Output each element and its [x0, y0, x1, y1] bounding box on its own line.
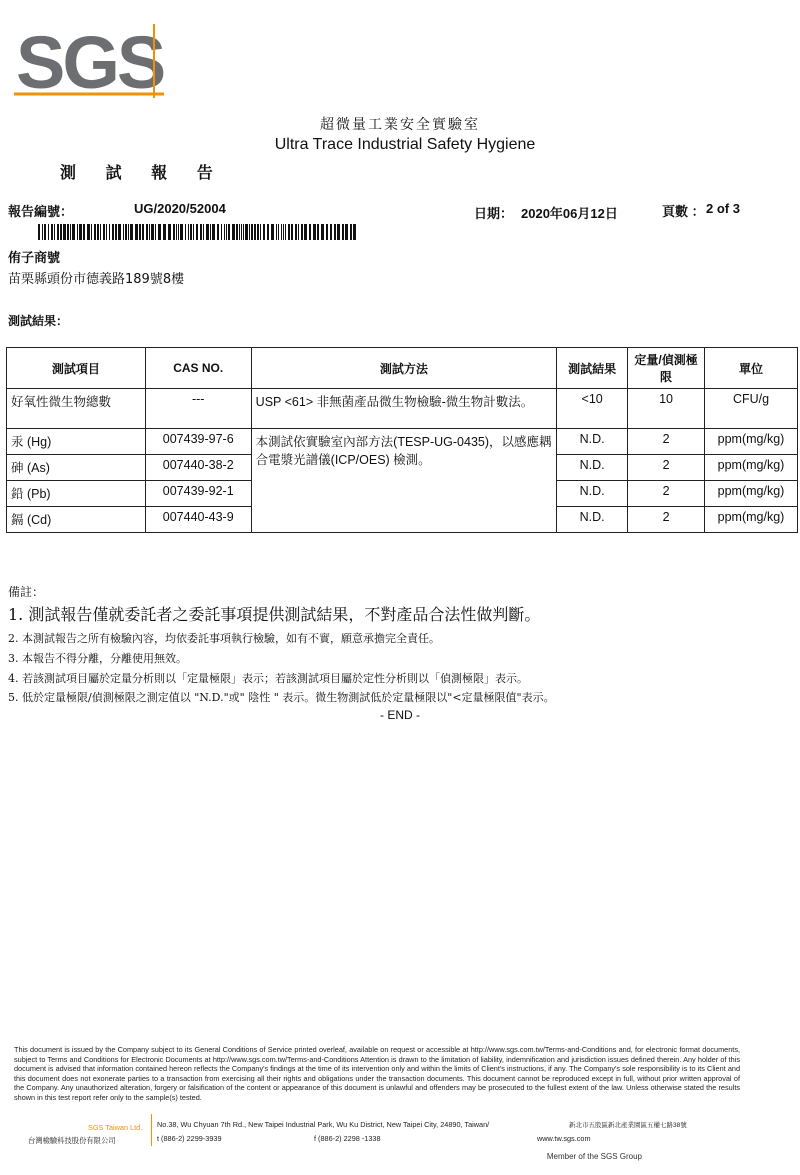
cell-unit: ppm(mg/kg) [705, 507, 798, 533]
table-row [7, 429, 798, 455]
client-address: 苗栗縣頭份市德義路189號8樓 [8, 272, 185, 287]
cell-limit: 2 [628, 455, 705, 481]
cell-limit: 2 [628, 429, 705, 455]
cell-item: 好氧性微生物總數 [7, 389, 146, 429]
cell-cas: 007440-43-9 [145, 507, 251, 533]
report-title: 測 試 報 告 [60, 163, 225, 182]
note-item: 5. 低於定量極限/偵測極限之測定值以 "N.D."或" 陰性 " 表示。微生物測試低於定量極限以"<定量極限值"表示。 [8, 691, 555, 704]
lab-name-en: Ultra Trace Industrial Safety Hygiene [274, 136, 536, 153]
client-name: 侑子商號 [8, 251, 61, 266]
footer-fax: f (886-2) 2298 -1338 [314, 1134, 381, 1143]
member-of-sgs: Member of the SGS Group [546, 1152, 642, 1161]
results-heading: 測試結果： [8, 314, 69, 328]
footer-company-cn: 台灣檢驗科技股份有限公司 [28, 1136, 116, 1145]
page-label: 頁數 ： [662, 204, 705, 219]
cell-item: 鉛 (Pb) [7, 481, 146, 507]
cell-limit: 2 [628, 481, 705, 507]
note-item: 4. 若該測試項目屬於定量分析則以「定量極限」表示；若該測試項目屬於定性分析則以「偵測極限」表示。 [8, 672, 528, 685]
results-table [6, 347, 798, 533]
header-test-item: 測試項目 [7, 348, 146, 389]
sgs-logo-text: SGS [16, 21, 164, 98]
footer-web: www.tw.sgs.com [537, 1134, 591, 1143]
footer-address-cn: 新北市五股區新北產業園區五權七路38號 [569, 1122, 687, 1129]
report-barcode [38, 224, 358, 240]
header-unit: 單位 [705, 348, 798, 389]
cell-result: <10 [557, 389, 628, 429]
date-label: 日期： [474, 206, 514, 221]
footer-tel: t (886-2) 2299-3939 [157, 1134, 222, 1143]
report-no: UG/2020/52004 [134, 201, 226, 216]
footer-divider [151, 1114, 152, 1146]
end-mark: - END - [380, 708, 420, 722]
cell-cas: 007439-92-1 [145, 481, 251, 507]
cell-result: N.D. [557, 481, 628, 507]
note-item: 1. 測試報告僅就委託者之委託事項提供測試結果，不對產品合法性做判斷。 [8, 605, 541, 624]
cell-limit: 2 [628, 507, 705, 533]
cell-unit: CFU/g [705, 389, 798, 429]
header-cas-no: CAS NO. [145, 348, 251, 389]
report-date: 2020年06月12日 [521, 206, 618, 221]
header-test-result: 測試結果 [557, 348, 628, 389]
header-test-method: 測試方法 [251, 348, 557, 389]
footer-address-en: No.38, Wu Chyuan 7th Rd., New Taipei Industrial Park, Wu Ku District, New Taipei City, 24890, Taiwan/ [157, 1120, 490, 1129]
cell-result: N.D. [557, 429, 628, 455]
cell-cas: 007439-97-6 [145, 429, 251, 455]
cell-unit: ppm(mg/kg) [705, 481, 798, 507]
table-row [7, 389, 798, 429]
report-no-label: 報告編號： [8, 204, 74, 219]
cell-cas: --- [145, 389, 251, 429]
note-item: 2. 本測試報告之所有檢驗內容，均依委託事項執行檢驗，如有不實，願意承擔完全責任。 [8, 632, 440, 645]
table-header-row [7, 348, 798, 389]
cell-item: 汞 (Hg) [7, 429, 146, 455]
cell-method: 本測試依實驗室內部方法(TESP-UG-0435)，以感應耦合電漿光譜儀(ICP/OES) 檢測。 [251, 429, 557, 533]
cell-result: N.D. [557, 455, 628, 481]
cell-unit: ppm(mg/kg) [705, 429, 798, 455]
cell-limit: 10 [628, 389, 705, 429]
cell-result: N.D. [557, 507, 628, 533]
note-item: 3. 本報告不得分離，分離使用無效。 [8, 652, 187, 665]
legal-disclaimer: This document is issued by the Company subject to its General Conditions of Service printed overleaf, available on request or accessible at http://www.sgs.com.tw/Terms-and-Conditions and, for electronic format documents, subject to Terms and Conditions for Electronic Documents at http://www.sgs.com.tw/Terms-and-Conditions Attention is drawn to the limitation of liability, indemnification and jurisdiction issues defined therein. Any holder of this document is advised that information contained hereon reflects the Company's findings at the time of its intervention only and within the limits of Client's instructions, if any. The Company's sole responsibility is to its Client and this document does not exonerate parties to a transaction from exercising all their rights and obligations under the transaction documents. This document cannot be reproduced except in full, without prior written approval of the Company. Any unauthorized alteration, forgery or falsification of the content or appearance of this document is unlawful and offenders may be prosecuted to the fullest extent of the law. Unless otherwise stated the results shown in this test report refer only to the sample(s) tested. [14, 1045, 740, 1102]
cell-item: 鎘 (Cd) [7, 507, 146, 533]
lab-name-cn: 超微量工業安全實驗室 [320, 117, 480, 133]
cell-item: 砷 (As) [7, 455, 146, 481]
notes-heading: 備註： [8, 585, 45, 599]
footer-company-en: SGS Taiwan Ltd. [88, 1123, 143, 1132]
cell-cas: 007440-38-2 [145, 455, 251, 481]
sgs-logo [14, 18, 164, 98]
cell-method: USP <61> 非無菌產品微生物檢驗-微生物計數法。 [251, 389, 557, 429]
page-number: 2 of 3 [706, 201, 740, 216]
header-limit: 定量/偵測極限 [628, 348, 705, 389]
cell-unit: ppm(mg/kg) [705, 455, 798, 481]
